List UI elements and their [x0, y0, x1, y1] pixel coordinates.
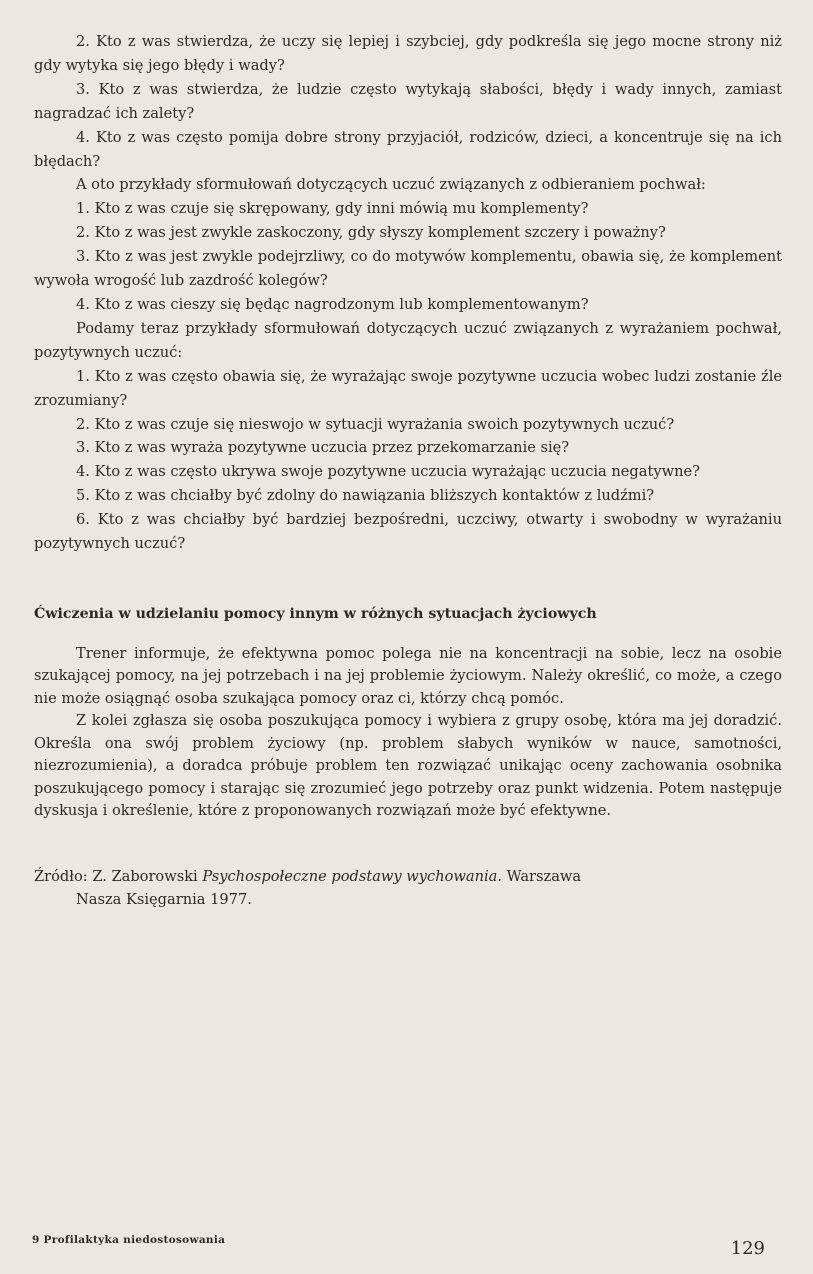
question-item: 2. Kto z was jest zwykle zaskoczony, gdy słyszy komplement szczery i poważny?: [76, 224, 666, 242]
question-item: 3. Kto z was stwierdza, że ludzie często wytykają słabości, błędy i wady innych, zamiast nagradzać ich zalety?: [34, 80, 782, 122]
source-label: Źródło: Z. Zaborowski: [34, 867, 198, 885]
source-publisher: Nasza Księgarnia 1977.: [76, 890, 252, 908]
question-item: 1. Kto z was często obawia się, że wyrażając swoje pozytywne uczucia wobec ludzi zostanie źle zrozumiany?: [34, 367, 782, 409]
question-list-expressing: [34, 365, 782, 556]
intro-expressing-praise: Podamy teraz przykłady sformułowań dotyczących uczuć związanych z wyrażaniem pochwał, pozytywnych uczuć:: [34, 319, 782, 361]
question-item: 2. Kto z was stwierdza, że uczy się lepiej i szybciej, gdy podkreśla się jego mocne strony niż gdy wytyka się jego błędy i wady?: [34, 33, 782, 74]
question-item: 1. Kto z was czuje się skrępowany, gdy inni mówią mu komplementy?: [76, 200, 589, 218]
question-item: 3. Kto z was wyraża pozytywne uczucia przez przekomarzanie się?: [76, 439, 570, 457]
question-item: 2. Kto z was czuje się nieswojo w sytuacji wyrażania swoich pozytywnych uczuć?: [76, 415, 675, 433]
page-number: 129: [730, 1238, 765, 1259]
source-citation: [34, 865, 782, 911]
source-title: Psychospołeczne podstawy wychowania.: [202, 867, 502, 885]
question-list-self: [34, 30, 782, 173]
question-item: 3. Kto z was jest zwykle podejrzliwy, co do motywów komplementu, obawia się, że komplement wywoła wrogość lub zazdrość kolegów?: [34, 248, 782, 290]
source-place: Warszawa: [506, 867, 582, 885]
printer-signature: 9 Profilaktyka niedostosowania: [32, 1234, 226, 1246]
question-item: 4. Kto z was często ukrywa swoje pozytywne uczucia wyrażając uczucia negatywne?: [76, 463, 700, 481]
section-body: [34, 643, 782, 823]
page-body: [34, 30, 782, 911]
question-list-receiving: [34, 197, 782, 317]
intro-receiving-praise: A oto przykłady sformułowań dotyczących uczuć związanych z odbieraniem pochwał:: [76, 176, 706, 194]
question-item: 4. Kto z was cieszy się będąc nagrodzonym lub komplementowanym?: [76, 295, 589, 313]
question-item: 6. Kto z was chciałby być bardziej bezpośredni, uczciwy, otwarty i swobodny w wyrażaniu pozytywnych uczuć?: [34, 511, 782, 553]
question-item: 4. Kto z was często pomija dobre strony przyjaciół, rodziców, dzieci, a koncentruje się na ich błędach?: [34, 128, 782, 170]
section-paragraph: Trener informuje, że efektywna pomoc polega nie na koncentracji na sobie, lecz na osobie szukającej pomocy, na jej potrzebach i na jej problemie życiowym. Należy określić, co może, a czego nie może osiągnąć osoba szukająca pomocy oraz ci, którzy chcą pomóc.: [34, 644, 782, 707]
section-paragraph: Z kolei zgłasza się osoba poszukująca pomocy i wybiera z grupy osobę, która ma jej doradzić. Określa ona swój problem życiowy (np. problem słabych wyników w nauce, samotności, niezrozumienia), a doradca próbuje problem ten rozwiązać unikając oceny zachowania osobnika poszukującego pomocy i starając się zrozumieć jego potrzeby oraz punkt widzenia. Potem następuje dyskusja i określenie, które z proponowanych rozwiązań może być efektywne.: [34, 712, 782, 820]
question-item: 5. Kto z was chciałby być zdolny do nawiązania bliższych kontaktów z ludźmi?: [76, 487, 655, 505]
section-heading: Ćwiczenia w udzielaniu pomocy innym w różnych sytuacjach życiowych: [34, 605, 597, 622]
